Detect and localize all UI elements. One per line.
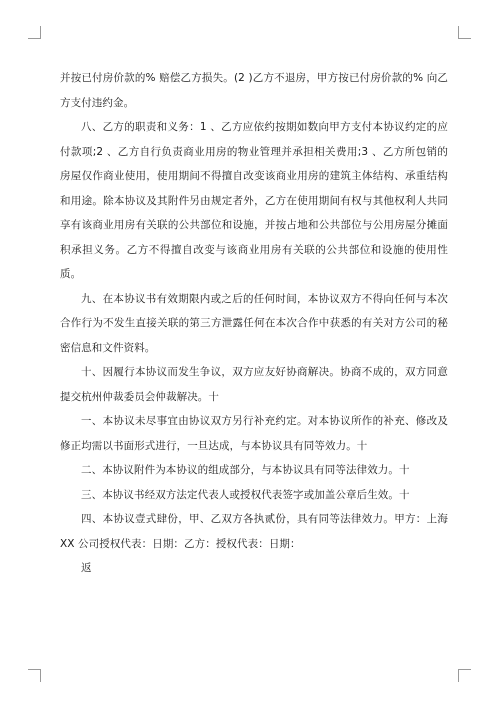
crop-mark-top-right	[458, 26, 471, 39]
paragraph-continuation: 并按已付房价款的% 赔偿乙方损失。(2 )乙方不退房，甲方按已付房价款的% 向乙方支付违约金。	[60, 72, 448, 109]
paragraph-clause-12: 二、本协议附件为本协议的组成部分，与本协议具有同等法律效力。十	[81, 464, 410, 476]
paragraph-clause-9: 九、在本协议书有效期限内或之后的任何时间，本协议双方不得向任何与本次合作行为不发生直接关联的第三方泄露任何在本次合作中获悉的有关对方公司的秘密信息和文件资料。	[60, 292, 448, 354]
crop-mark-top-left	[28, 26, 41, 39]
paragraph-return: 返	[81, 562, 92, 574]
paragraph-clause-13: 三、本协议书经双方法定代表人或授权代表签字或加盖公章后生效。十	[81, 488, 410, 501]
crop-mark-bottom-left	[28, 669, 41, 682]
document-body	[60, 66, 448, 581]
crop-mark-bottom-right	[458, 669, 471, 682]
paragraph-clause-8: 八、乙方的职责和义务：1 、乙方应依约按期如数向甲方支付本协议约定的应付款项;2 、乙方自行负责商业用房的物业管理并承担相关费用;3 、乙方所包销的房屋仅作商业使用，使用期间不得擅自改变该商业用房的建筑主体结构、承重结构和用途。除本协议及其附件另由规定者外，乙方在使用期间有权与其他权利人共同享有该商业用房有关联的公共部位和设施，并按占地和公共部位与公用房屋分摊面积承担义务。乙方不得擅自改变与该商业用房有关联的公共部位和设施的使用性质。	[60, 121, 448, 280]
paragraph-clause-14: 四、本协议壹式肆份，甲、乙双方各执贰份，具有同等法律效力。甲方：上海XX 公司授权代表：日期：乙方：授权代表：日期：	[60, 513, 448, 550]
paragraph-clause-10: 十、因履行本协议而发生争议，双方应友好协商解决。协商不成的，双方同意提交杭州仲裁委员会仲裁解决。十	[60, 366, 448, 403]
paragraph-clause-11: 一、本协议未尽事宜由协议双方另行补充约定。对本协议所作的补充、修改及修正均需以书面形式进行，一旦达成，与本协议具有同等效力。十	[60, 415, 448, 452]
